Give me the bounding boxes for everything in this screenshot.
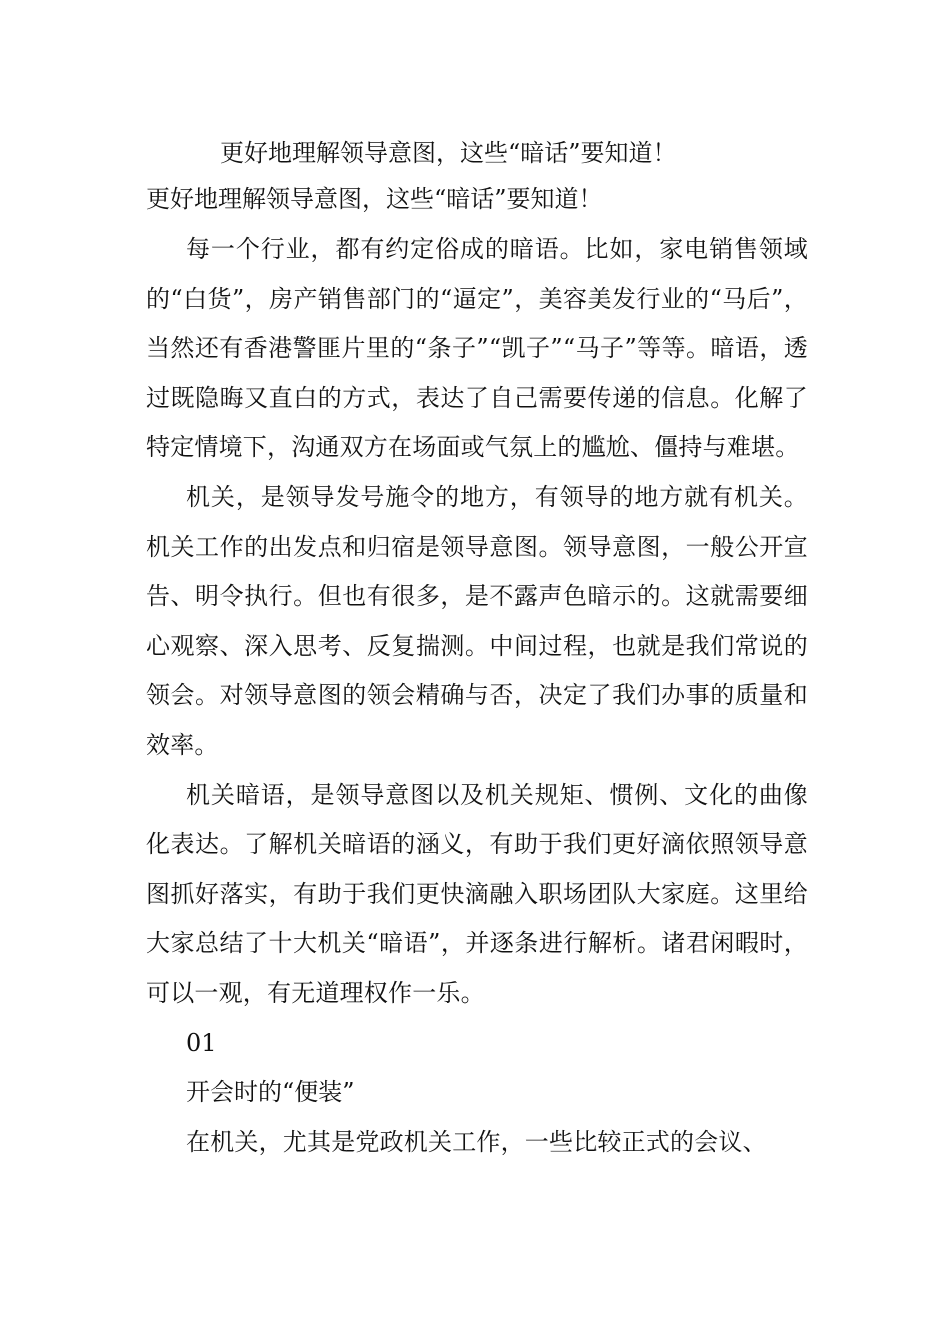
document-body [146, 133, 808, 1167]
section-paragraph: 在机关，尤其是党政机关工作，一些比较正式的会议、 [186, 1127, 767, 1156]
document-title: 更好地理解领导意图，这些“暗话”要知道！ [220, 139, 677, 167]
paragraph-intro: 每一个行业，都有约定俗成的暗语。比如，家电销售领域的“白货”，房产销售部门的“逼定”，美容美发行业的“马后”，当然还有香港警匪片里的“条子”“凯子”“马子”等等。暗语，透过既隐晦又直白的方式，表达了自己需要传递的信息。化解了特定情境下，沟通双方在场面或气氛上的尴尬、僵持与难堪。 [146, 235, 808, 462]
section-title: 开会时的“便装” [186, 1078, 355, 1107]
paragraph-secret-language: 机关暗语，是领导意图以及机关规矩、惯例、文化的曲像化表达。了解机关暗语的涵义，有助于我们更好滴依照领导意图抓好落实，有助于我们更快滴融入职场团队大家庭。这里给大家总结了十大机关“暗语”，并逐条进行解析。诸君闲暇时，可以一观，有无道理权作一乐。 [146, 780, 808, 1007]
paragraph-organs: 机关，是领导发号施令的地方，有领导的地方就有机关。机关工作的出发点和归宿是领导意图。领导意图，一般公开宣告、明令执行。但也有很多，是不露声色暗示的。这就需要细心观察、深入思考、反复揣测。中间过程，也就是我们常说的领会。对领导意图的领会精确与否，决定了我们办事的质量和效率。 [146, 482, 808, 759]
document-title-repeat: 更好地理解领导意图，这些“暗话”要知道！ [146, 185, 603, 213]
section-number: 01 [186, 1028, 217, 1057]
